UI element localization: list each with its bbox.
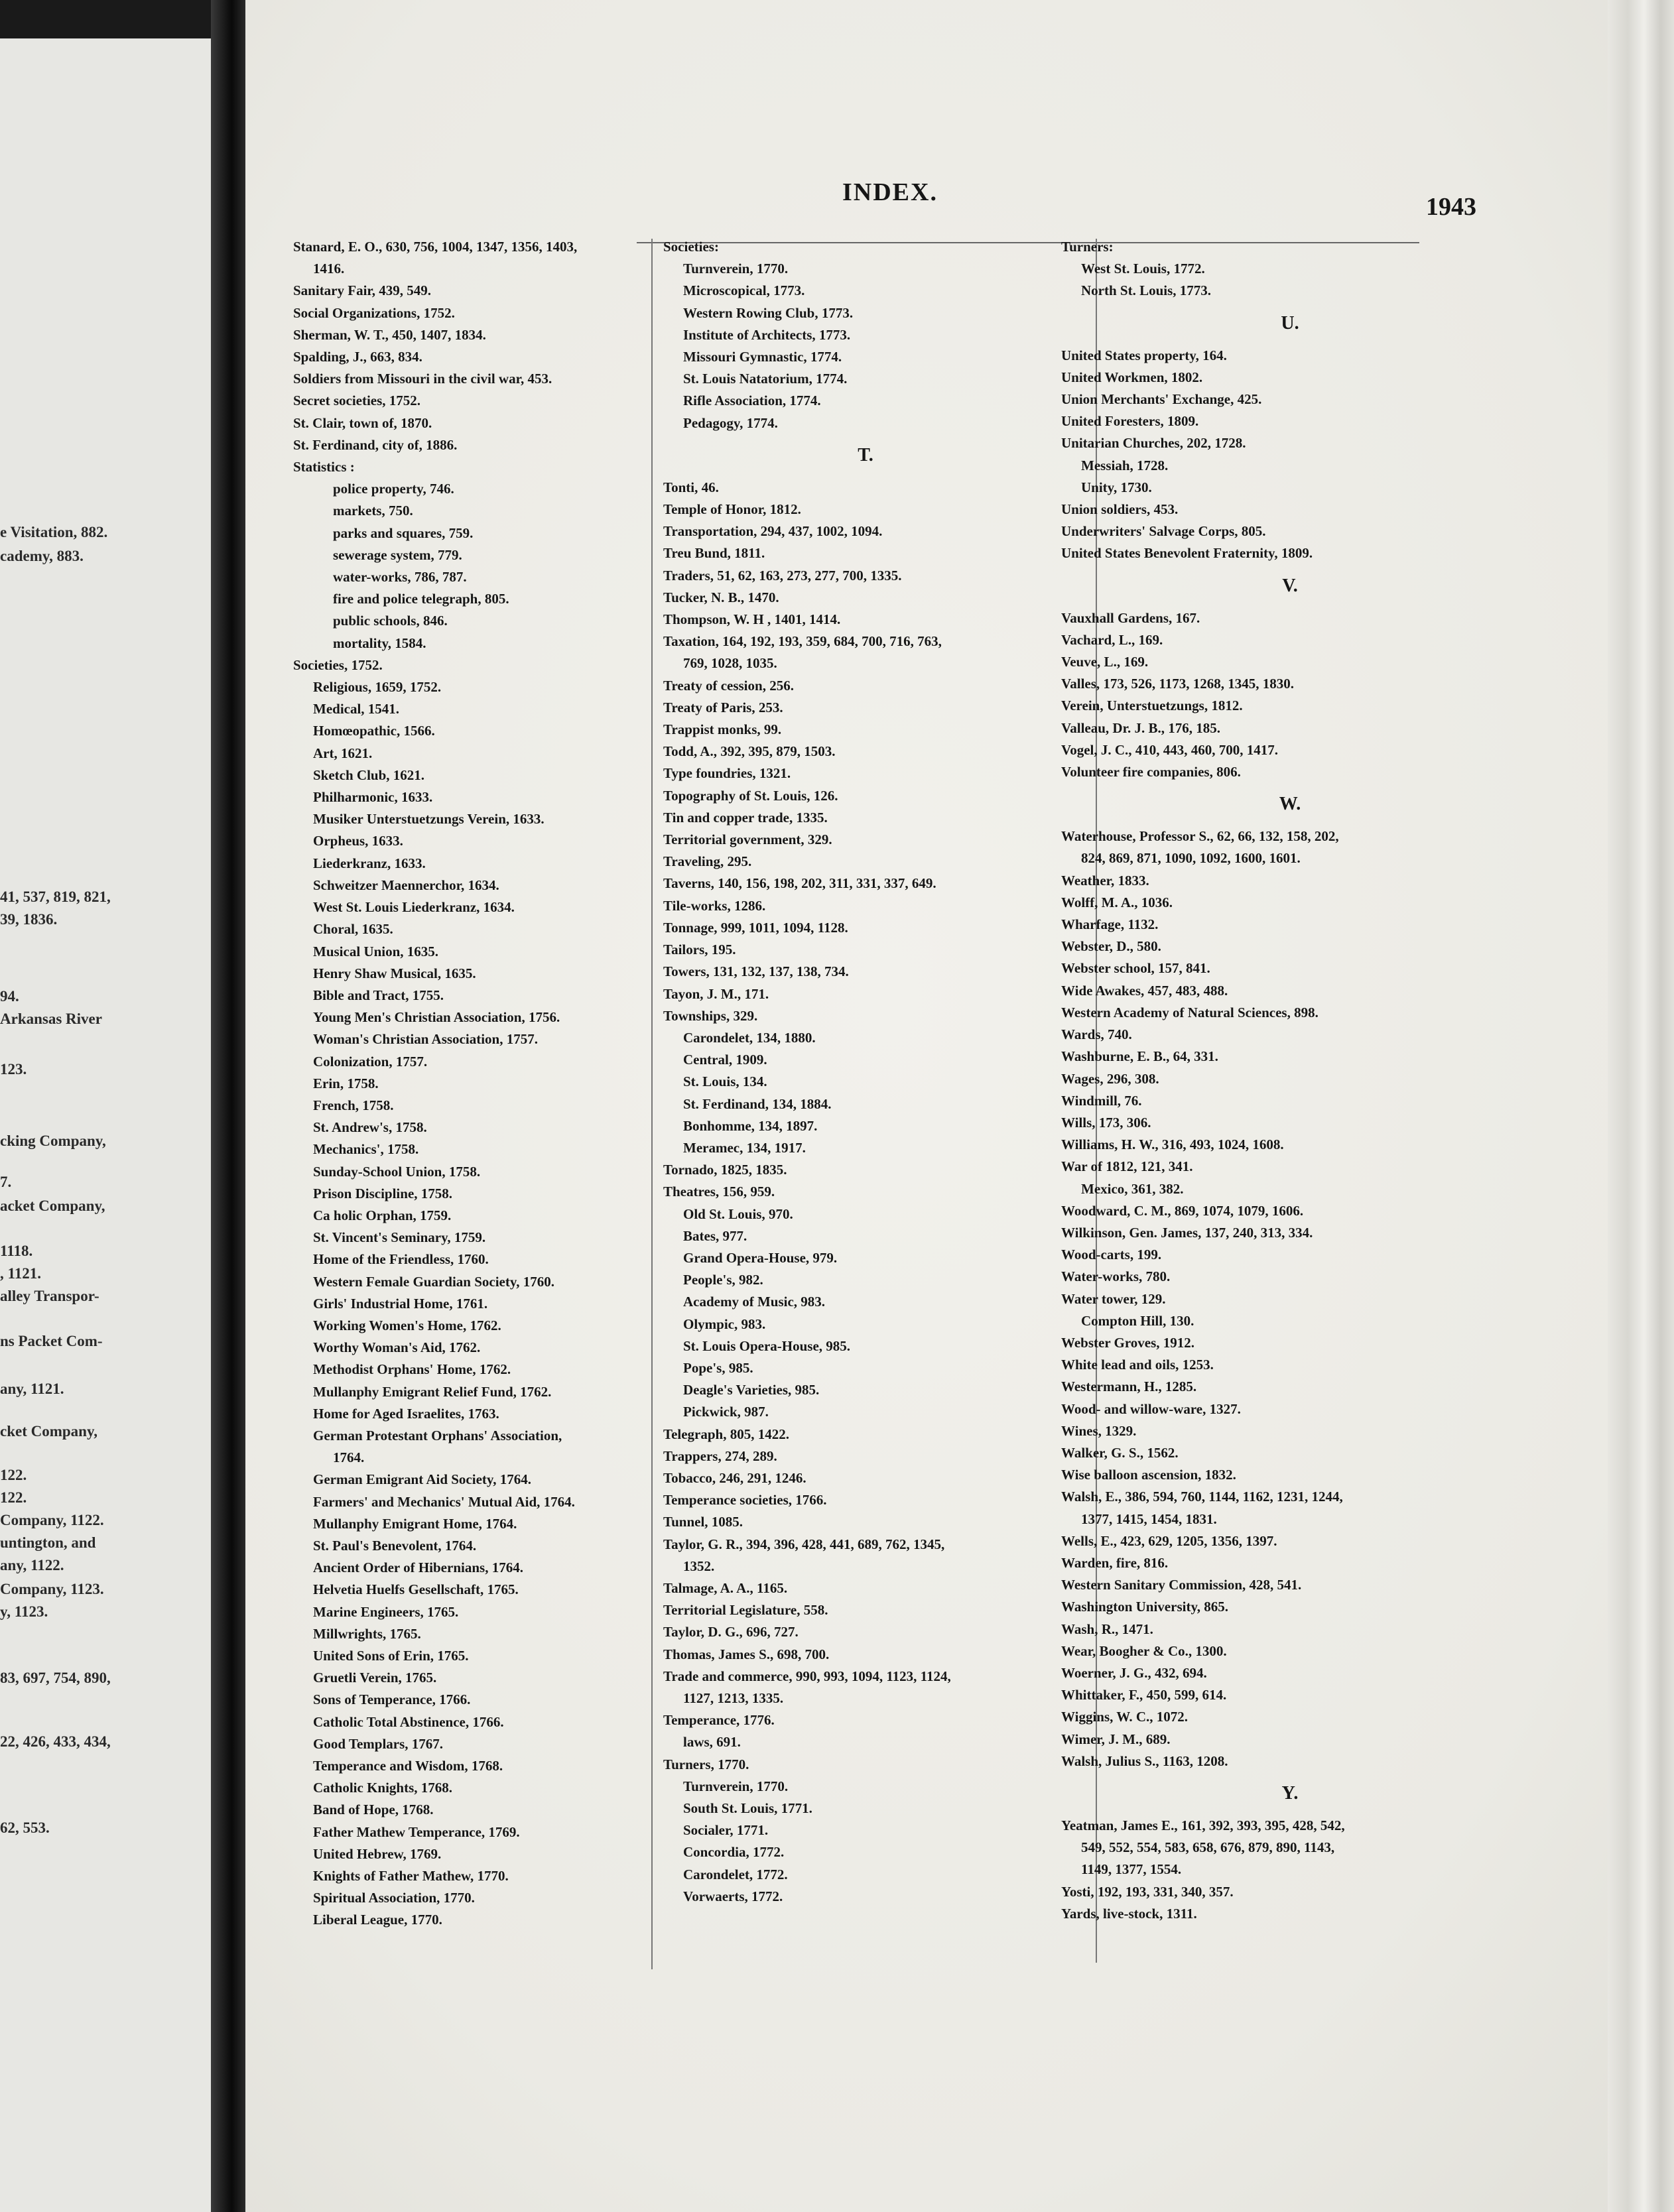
index-subentry: Sunday-School Union, 1758.: [313, 1163, 481, 1180]
index-subentry: Pedagogy, 1774.: [683, 414, 778, 431]
left-page-line: cademy, 883.: [0, 548, 84, 564]
index-entry: Washington University, 865.: [1061, 1599, 1229, 1615]
index-entry: Volunteer fire companies, 806.: [1061, 764, 1241, 780]
index-entry: Washburne, E. B., 64, 331.: [1061, 1048, 1218, 1065]
left-page-line: 7.: [0, 1174, 12, 1190]
index-entry: Thomas, James S., 698, 700.: [663, 1646, 830, 1662]
index-subentry: Old St. Louis, 970.: [683, 1205, 793, 1222]
index-subentry: Catholic Knights, 1768.: [313, 1780, 453, 1796]
index-subentry: Bible and Tract, 1755.: [313, 987, 444, 1003]
index-entry: Taxation, 164, 192, 193, 359, 684, 700, 716, 763,: [663, 633, 942, 650]
index-column-2: [663, 236, 1088, 1908]
index-entry: Waterhouse, Professor S., 62, 66, 132, 158, 202,: [1061, 828, 1339, 845]
index-subentry: markets, 750.: [333, 503, 413, 519]
index-entry: Statistics :: [293, 459, 355, 475]
index-subentry: Marine Engineers, 1765.: [313, 1603, 459, 1620]
index-subentry: Homœopathic, 1566.: [313, 723, 435, 739]
index-entry: Unitarian Churches, 202, 1728.: [1061, 435, 1246, 452]
index-entry: Societies, 1752.: [293, 656, 383, 673]
index-subentry: Sketch Club, 1621.: [313, 767, 425, 783]
index-subentry: Rifle Association, 1774.: [683, 393, 821, 409]
index-subentry: Orpheus, 1633.: [313, 833, 403, 849]
left-page-line: alley Transpor-: [0, 1288, 99, 1304]
index-subentry: Turnverein, 1770.: [683, 1778, 789, 1794]
index-entry: Treaty of cession, 256.: [663, 677, 794, 694]
index-entry: Yards, live-stock, 1311.: [1061, 1905, 1197, 1922]
index-entry: Walsh, Julius S., 1163, 1208.: [1061, 1752, 1228, 1769]
left-page-line: 62, 553.: [0, 1819, 50, 1836]
index-entry: Warden, fire, 816.: [1061, 1554, 1169, 1571]
index-entry: Traders, 51, 62, 163, 273, 277, 700, 1335.: [663, 567, 902, 584]
index-entry: Westermann, H., 1285.: [1061, 1379, 1197, 1395]
index-entry: Wide Awakes, 457, 483, 488.: [1061, 982, 1228, 999]
index-entry: Wiggins, W. C., 1072.: [1061, 1709, 1188, 1725]
index-entry: Wolff, M. A., 1036.: [1061, 894, 1173, 910]
index-subentry: Young Men's Christian Association, 1756.: [313, 1009, 560, 1026]
index-entry: Yeatman, James E., 161, 392, 393, 395, 428, 542,: [1061, 1817, 1345, 1833]
index-entry: Trade and commerce, 990, 993, 1094, 1123, 1124,: [663, 1668, 951, 1684]
index-subentry: Mexico, 361, 382.: [1081, 1180, 1184, 1197]
index-subentry: Musical Union, 1635.: [313, 943, 439, 959]
index-entry: War of 1812, 121, 341.: [1061, 1158, 1193, 1175]
index-column-3: [1061, 236, 1539, 1925]
index-entry: Woodward, C. M., 869, 1074, 1079, 1606.: [1061, 1202, 1304, 1219]
left-page-line: 22, 426, 433, 434,: [0, 1733, 111, 1750]
index-subentry: Band of Hope, 1768.: [313, 1802, 434, 1818]
index-entry: Theatres, 156, 959.: [663, 1184, 775, 1200]
index-subentry: Musiker Unterstuetzungs Verein, 1633.: [313, 811, 545, 828]
index-entry: Temperance, 1776.: [663, 1712, 775, 1729]
left-page-line: Company, 1123.: [0, 1581, 104, 1597]
index-entry: Wills, 173, 306.: [1061, 1114, 1151, 1131]
index-subentry: People's, 982.: [683, 1272, 763, 1288]
index-entry: Union Merchants' Exchange, 425.: [1061, 391, 1262, 408]
index-subentry: Ca holic Orphan, 1759.: [313, 1207, 452, 1223]
index-subentry: Methodist Orphans' Home, 1762.: [313, 1361, 511, 1378]
index-entry: Tayon, J. M., 171.: [663, 985, 769, 1002]
index-entry: Water-works, 780.: [1061, 1268, 1171, 1285]
index-subentry: German Emigrant Aid Society, 1764.: [313, 1471, 531, 1488]
index-subentry: Temperance and Wisdom, 1768.: [313, 1758, 503, 1774]
index-entry: White lead and oils, 1253.: [1061, 1357, 1214, 1373]
left-page-line: 122.: [0, 1489, 27, 1506]
index-subentry: Liberal League, 1770.: [313, 1912, 442, 1928]
index-subentry: South St. Louis, 1771.: [683, 1800, 812, 1817]
left-page-line: 41, 537, 819, 821,: [0, 889, 111, 905]
index-entry: Tunnel, 1085.: [663, 1514, 743, 1530]
index-entry: Taverns, 140, 156, 198, 202, 311, 331, 337, 649.: [663, 875, 936, 892]
index-entry: Spalding, J., 663, 834.: [293, 349, 422, 365]
column-rule: [651, 239, 653, 1969]
index-entry: Vachard, L., 169.: [1061, 631, 1163, 648]
index-subentry: Home of the Friendless, 1760.: [313, 1251, 489, 1268]
index-subentry: Working Women's Home, 1762.: [313, 1317, 501, 1333]
index-subentry: Ancient Order of Hibernians, 1764.: [313, 1560, 523, 1576]
index-entry: St. Ferdinand, city of, 1886.: [293, 436, 458, 453]
index-entry: Todd, A., 392, 395, 879, 1503.: [663, 743, 836, 760]
index-subentry: West St. Louis Liederkranz, 1634.: [313, 899, 515, 916]
index-subentry: United Sons of Erin, 1765.: [313, 1648, 469, 1664]
index-entry: Treaty of Paris, 253.: [663, 699, 783, 715]
index-subentry: Socialer, 1771.: [683, 1822, 769, 1839]
index-subentry: laws, 691.: [683, 1734, 741, 1751]
index-entry: Talmage, A. A., 1165.: [663, 1579, 788, 1596]
index-entry: Sherman, W. T., 450, 1407, 1834.: [293, 326, 486, 343]
index-entry: United States Benevolent Fraternity, 1809.: [1061, 545, 1313, 562]
index-subentry: mortality, 1584.: [333, 635, 426, 651]
index-subentry: Henry Shaw Musical, 1635.: [313, 965, 476, 981]
left-page-line: y, 1123.: [0, 1603, 48, 1620]
left-page-line: , 1121.: [0, 1265, 41, 1282]
index-subentry: Knights of Father Mathew, 1770.: [313, 1868, 509, 1884]
index-subentry: German Protestant Orphans' Association,: [313, 1427, 562, 1444]
left-page-line: any, 1121.: [0, 1381, 64, 1397]
index-subentry: 549, 552, 554, 583, 658, 676, 879, 890, 1143,: [1081, 1839, 1335, 1856]
index-subentry: Deagle's Varieties, 985.: [683, 1382, 820, 1398]
index-entry: Tonti, 46.: [663, 479, 719, 495]
index-entry: Union soldiers, 453.: [1061, 501, 1179, 518]
index-entry: Trappers, 274, 289.: [663, 1447, 777, 1464]
index-subentry: Gruetli Verein, 1765.: [313, 1670, 437, 1686]
index-subentry: 1149, 1377, 1554.: [1081, 1861, 1182, 1878]
index-subentry: 1416.: [313, 261, 345, 277]
index-subentry: Bonhomme, 134, 1897.: [683, 1117, 818, 1134]
left-page-line: Company, 1122.: [0, 1512, 104, 1528]
index-subentry: St. Vincent's Seminary, 1759.: [313, 1229, 486, 1246]
page-edge: [1608, 0, 1674, 2212]
index-subentry: Carondelet, 1772.: [683, 1866, 788, 1882]
left-page-line: any, 1122.: [0, 1557, 64, 1573]
index-subentry: Religious, 1659, 1752.: [313, 679, 442, 696]
index-subentry: Bates, 977.: [683, 1227, 747, 1244]
index-subentry: Missouri Gymnastic, 1774.: [683, 349, 842, 365]
index-subentry: St. Louis, 134.: [683, 1074, 767, 1090]
index-entry: Vauxhall Gardens, 167.: [1061, 609, 1200, 626]
index-entry: Williams, H. W., 316, 493, 1024, 1608.: [1061, 1137, 1284, 1153]
index-entry: Territorial government, 329.: [663, 831, 832, 848]
index-entry: Western Sanitary Commission, 428, 541.: [1061, 1577, 1302, 1593]
index-subentry: Mullanphy Emigrant Home, 1764.: [313, 1515, 517, 1532]
index-entry: Wilkinson, Gen. James, 137, 240, 313, 334.: [1061, 1224, 1313, 1241]
index-subentry: 769, 1028, 1035.: [683, 655, 777, 672]
index-entry: Webster, D., 580.: [1061, 938, 1161, 955]
index-entry: Tonnage, 999, 1011, 1094, 1128.: [663, 919, 848, 936]
index-entry: Turners, 1770.: [663, 1756, 749, 1772]
index-subentry: Olympic, 983.: [683, 1316, 766, 1332]
index-subentry: Woman's Christian Association, 1757.: [313, 1031, 538, 1048]
index-entry: Webster Groves, 1912.: [1061, 1334, 1195, 1351]
index-entry: Wimer, J. M., 689.: [1061, 1731, 1171, 1747]
index-entry: Topography of St. Louis, 126.: [663, 787, 838, 804]
section-letter: V.: [1282, 575, 1298, 596]
index-entry: Western Academy of Natural Sciences, 898.: [1061, 1004, 1319, 1020]
index-subentry: Home for Aged Israelites, 1763.: [313, 1405, 499, 1422]
index-entry: United Foresters, 1809.: [1061, 413, 1199, 430]
index-entry: Wines, 1329.: [1061, 1422, 1137, 1439]
index-subentry: Sons of Temperance, 1766.: [313, 1691, 471, 1708]
index-entry: Wells, E., 423, 629, 1205, 1356, 1397.: [1061, 1532, 1277, 1549]
index-entry: Tucker, N. B., 1470.: [663, 589, 779, 605]
index-entry: Walsh, E., 386, 594, 760, 1144, 1162, 1231, 1244,: [1061, 1489, 1343, 1505]
index-subentry: Helvetia Huelfs Gesellschaft, 1765.: [313, 1581, 519, 1598]
index-entry: Social Organizations, 1752.: [293, 304, 455, 321]
index-entry: Telegraph, 805, 1422.: [663, 1426, 789, 1442]
index-subentry: Schweitzer Maennerchor, 1634.: [313, 877, 499, 893]
index-subentry: Academy of Music, 983.: [683, 1294, 826, 1310]
index-entry: Traveling, 295.: [663, 853, 752, 870]
index-entry: Taylor, D. G., 696, 727.: [663, 1624, 799, 1640]
index-subentry: St. Louis Opera-House, 985.: [683, 1337, 851, 1354]
index-entry: Territorial Legislature, 558.: [663, 1602, 828, 1619]
index-subentry: Medical, 1541.: [313, 701, 400, 717]
index-subentry: Girls' Industrial Home, 1761.: [313, 1295, 488, 1312]
index-entry: Wise balloon ascension, 1832.: [1061, 1467, 1236, 1483]
index-subentry: Western Female Guardian Society, 1760.: [313, 1273, 554, 1290]
left-page-line: e Visitation, 882.: [0, 524, 108, 540]
index-subentry: Compton Hill, 130.: [1081, 1312, 1194, 1329]
index-entry: Sanitary Fair, 439, 549.: [293, 282, 432, 299]
index-entry: Thompson, W. H , 1401, 1414.: [663, 611, 841, 628]
index-subentry: Prison Discipline, 1758.: [313, 1185, 453, 1201]
index-entry: Underwriters' Salvage Corps, 805.: [1061, 523, 1266, 540]
index-page: [245, 0, 1674, 2212]
index-entry: Wear, Boogher & Co., 1300.: [1061, 1642, 1227, 1659]
index-entry: Townships, 329.: [663, 1007, 758, 1024]
index-entry: Type foundries, 1321.: [663, 765, 791, 782]
index-entry: Towers, 131, 132, 137, 138, 734.: [663, 963, 849, 980]
index-subentry: Pickwick, 987.: [683, 1404, 769, 1420]
left-page-line: cket Company,: [0, 1423, 97, 1440]
index-subentry: Microscopical, 1773.: [683, 282, 805, 299]
page-title: INDEX.: [842, 178, 938, 206]
index-subentry: Grand Opera-House, 979.: [683, 1249, 838, 1266]
index-subentry: public schools, 846.: [333, 613, 448, 629]
left-page-line: 83, 697, 754, 890,: [0, 1670, 111, 1686]
index-entry: Wood- and willow-ware, 1327.: [1061, 1400, 1241, 1417]
index-subentry: Pope's, 985.: [683, 1359, 753, 1376]
left-page-line: acket Company,: [0, 1198, 105, 1214]
index-entry: Taylor, G. R., 394, 396, 428, 441, 689, 762, 1345,: [663, 1536, 945, 1552]
index-subentry: 1377, 1415, 1454, 1831.: [1081, 1510, 1217, 1527]
index-subentry: Carondelet, 134, 1880.: [683, 1029, 816, 1046]
index-entry: Wash, R., 1471.: [1061, 1621, 1153, 1637]
index-entry: Tornado, 1825, 1835.: [663, 1162, 787, 1178]
section-letter: Y.: [1281, 1783, 1299, 1804]
left-page-line: 123.: [0, 1061, 27, 1077]
index-subentry: Choral, 1635.: [313, 921, 393, 938]
index-subentry: Vorwaerts, 1772.: [683, 1888, 783, 1904]
index-subentry: fire and police telegraph, 805.: [333, 591, 509, 607]
index-entry: Tile-works, 1286.: [663, 897, 766, 914]
index-entry: Transportation, 294, 437, 1002, 1094.: [663, 523, 883, 540]
index-column-1: [293, 236, 711, 1932]
index-subentry: North St. Louis, 1773.: [1081, 282, 1212, 299]
left-page-line: 39, 1836.: [0, 911, 58, 928]
index-subentry: Farmers' and Mechanics' Mutual Aid, 1764.: [313, 1493, 575, 1510]
index-entry: Vogel, J. C., 410, 443, 460, 700, 1417.: [1061, 741, 1279, 758]
index-subentry: parks and squares, 759.: [333, 524, 474, 541]
index-entry: Veuve, L., 169.: [1061, 654, 1149, 670]
index-subentry: Erin, 1758.: [313, 1075, 379, 1091]
index-entry: Valles, 173, 526, 1173, 1268, 1345, 1830.: [1061, 676, 1294, 692]
index-entry: Tin and copper trade, 1335.: [663, 809, 828, 826]
index-subentry: Art, 1621.: [313, 745, 373, 761]
index-entry: Verein, Unterstuetzungs, 1812.: [1061, 698, 1243, 714]
left-page-line: untington, and: [0, 1534, 96, 1551]
index-subentry: Worthy Woman's Aid, 1762.: [313, 1339, 481, 1356]
index-subentry: Messiah, 1728.: [1081, 457, 1169, 473]
index-entry: Treu Bund, 1811.: [663, 545, 765, 562]
index-entry: Walker, G. S., 1562.: [1061, 1444, 1179, 1461]
section-letter: W.: [1279, 794, 1301, 815]
index-entry: Trappist monks, 99.: [663, 721, 782, 738]
index-entry: Wards, 740.: [1061, 1026, 1132, 1043]
index-entry: Stanard, E. O., 630, 756, 1004, 1347, 1356, 1403,: [293, 239, 578, 255]
index-entry: Wharfage, 1132.: [1061, 916, 1159, 933]
index-entry: Windmill, 76.: [1061, 1092, 1142, 1109]
left-page-line: 94.: [0, 988, 19, 1005]
index-subentry: Father Mathew Temperance, 1769.: [313, 1823, 520, 1840]
left-page-line: 122.: [0, 1467, 27, 1483]
index-subentry: Unity, 1730.: [1081, 479, 1152, 495]
index-subentry: police property, 746.: [333, 481, 454, 497]
index-subentry: Institute of Architects, 1773.: [683, 326, 851, 343]
index-entry: Wages, 296, 308.: [1061, 1070, 1159, 1087]
index-subentry: Catholic Total Abstinence, 1766.: [313, 1713, 504, 1730]
index-entry: Whittaker, F., 450, 599, 614.: [1061, 1687, 1227, 1703]
left-page-line: ns Packet Com-: [0, 1333, 103, 1349]
index-subentry: sewerage system, 779.: [333, 546, 462, 563]
index-subentry: Concordia, 1772.: [683, 1844, 785, 1861]
index-entry: Woerner, J. G., 432, 694.: [1061, 1664, 1207, 1681]
index-entry: Societies:: [663, 239, 719, 255]
index-entry: Yosti, 192, 193, 331, 340, 357.: [1061, 1883, 1234, 1900]
index-entry: Wood-carts, 199.: [1061, 1247, 1162, 1263]
index-subentry: St. Andrew's, 1758.: [313, 1119, 427, 1136]
index-subentry: Meramec, 134, 1917.: [683, 1139, 806, 1156]
index-entry: Weather, 1833.: [1061, 872, 1149, 889]
index-subentry: water-works, 786, 787.: [333, 569, 467, 585]
left-page-line: Arkansas River: [0, 1011, 102, 1027]
index-entry: Turners:: [1061, 239, 1114, 255]
index-subentry: Mechanics', 1758.: [313, 1141, 419, 1158]
index-entry: Water tower, 129.: [1061, 1290, 1166, 1307]
index-subentry: St. Paul's Benevolent, 1764.: [313, 1537, 477, 1554]
index-entry: St. Clair, town of, 1870.: [293, 414, 432, 431]
index-entry: United Workmen, 1802.: [1061, 369, 1203, 385]
index-entry: Soldiers from Missouri in the civil war, 453.: [293, 371, 552, 387]
index-subentry: West St. Louis, 1772.: [1081, 261, 1205, 277]
index-subentry: 1127, 1213, 1335.: [683, 1690, 784, 1706]
index-entry: Tobacco, 246, 291, 1246.: [663, 1469, 806, 1486]
left-page-fragment: [0, 38, 211, 2212]
left-page-line: cking Company,: [0, 1133, 106, 1149]
index-subentry: United Hebrew, 1769.: [313, 1845, 442, 1862]
index-subentry: Colonization, 1757.: [313, 1053, 428, 1070]
index-subentry: 1352.: [683, 1558, 715, 1574]
index-entry: Temple of Honor, 1812.: [663, 501, 801, 518]
index-subentry: St. Louis Natatorium, 1774.: [683, 371, 848, 387]
index-subentry: Spiritual Association, 1770.: [313, 1890, 475, 1906]
index-subentry: Mullanphy Emigrant Relief Fund, 1762.: [313, 1383, 552, 1400]
index-entry: United States property, 164.: [1061, 347, 1227, 363]
index-entry: Secret societies, 1752.: [293, 393, 421, 409]
index-subentry: Millwrights, 1765.: [313, 1625, 421, 1642]
index-subentry: 1764.: [333, 1449, 365, 1466]
index-subentry: Turnverein, 1770.: [683, 261, 789, 277]
page-number: 1943: [1426, 193, 1476, 221]
index-subentry: 824, 869, 871, 1090, 1092, 1600, 1601.: [1081, 850, 1301, 867]
index-subentry: St. Ferdinand, 134, 1884.: [683, 1095, 832, 1112]
section-letter: T.: [858, 444, 873, 465]
index-subentry: French, 1758.: [313, 1097, 394, 1113]
index-entry: Webster school, 157, 841.: [1061, 960, 1210, 977]
left-page-line: 1118.: [0, 1243, 33, 1259]
index-subentry: Liederkranz, 1633.: [313, 855, 426, 871]
index-entry: Valleau, Dr. J. B., 176, 185.: [1061, 719, 1220, 736]
index-entry: Temperance societies, 1766.: [663, 1492, 827, 1508]
index-subentry: Philharmonic, 1633.: [313, 789, 433, 806]
book-spine-gutter: [211, 0, 245, 2212]
section-letter: U.: [1281, 312, 1299, 334]
index-entry: Tailors, 195.: [663, 942, 736, 958]
index-subentry: Central, 1909.: [683, 1052, 767, 1068]
index-subentry: Western Rowing Club, 1773.: [683, 304, 854, 321]
index-subentry: Good Templars, 1767.: [313, 1735, 444, 1752]
